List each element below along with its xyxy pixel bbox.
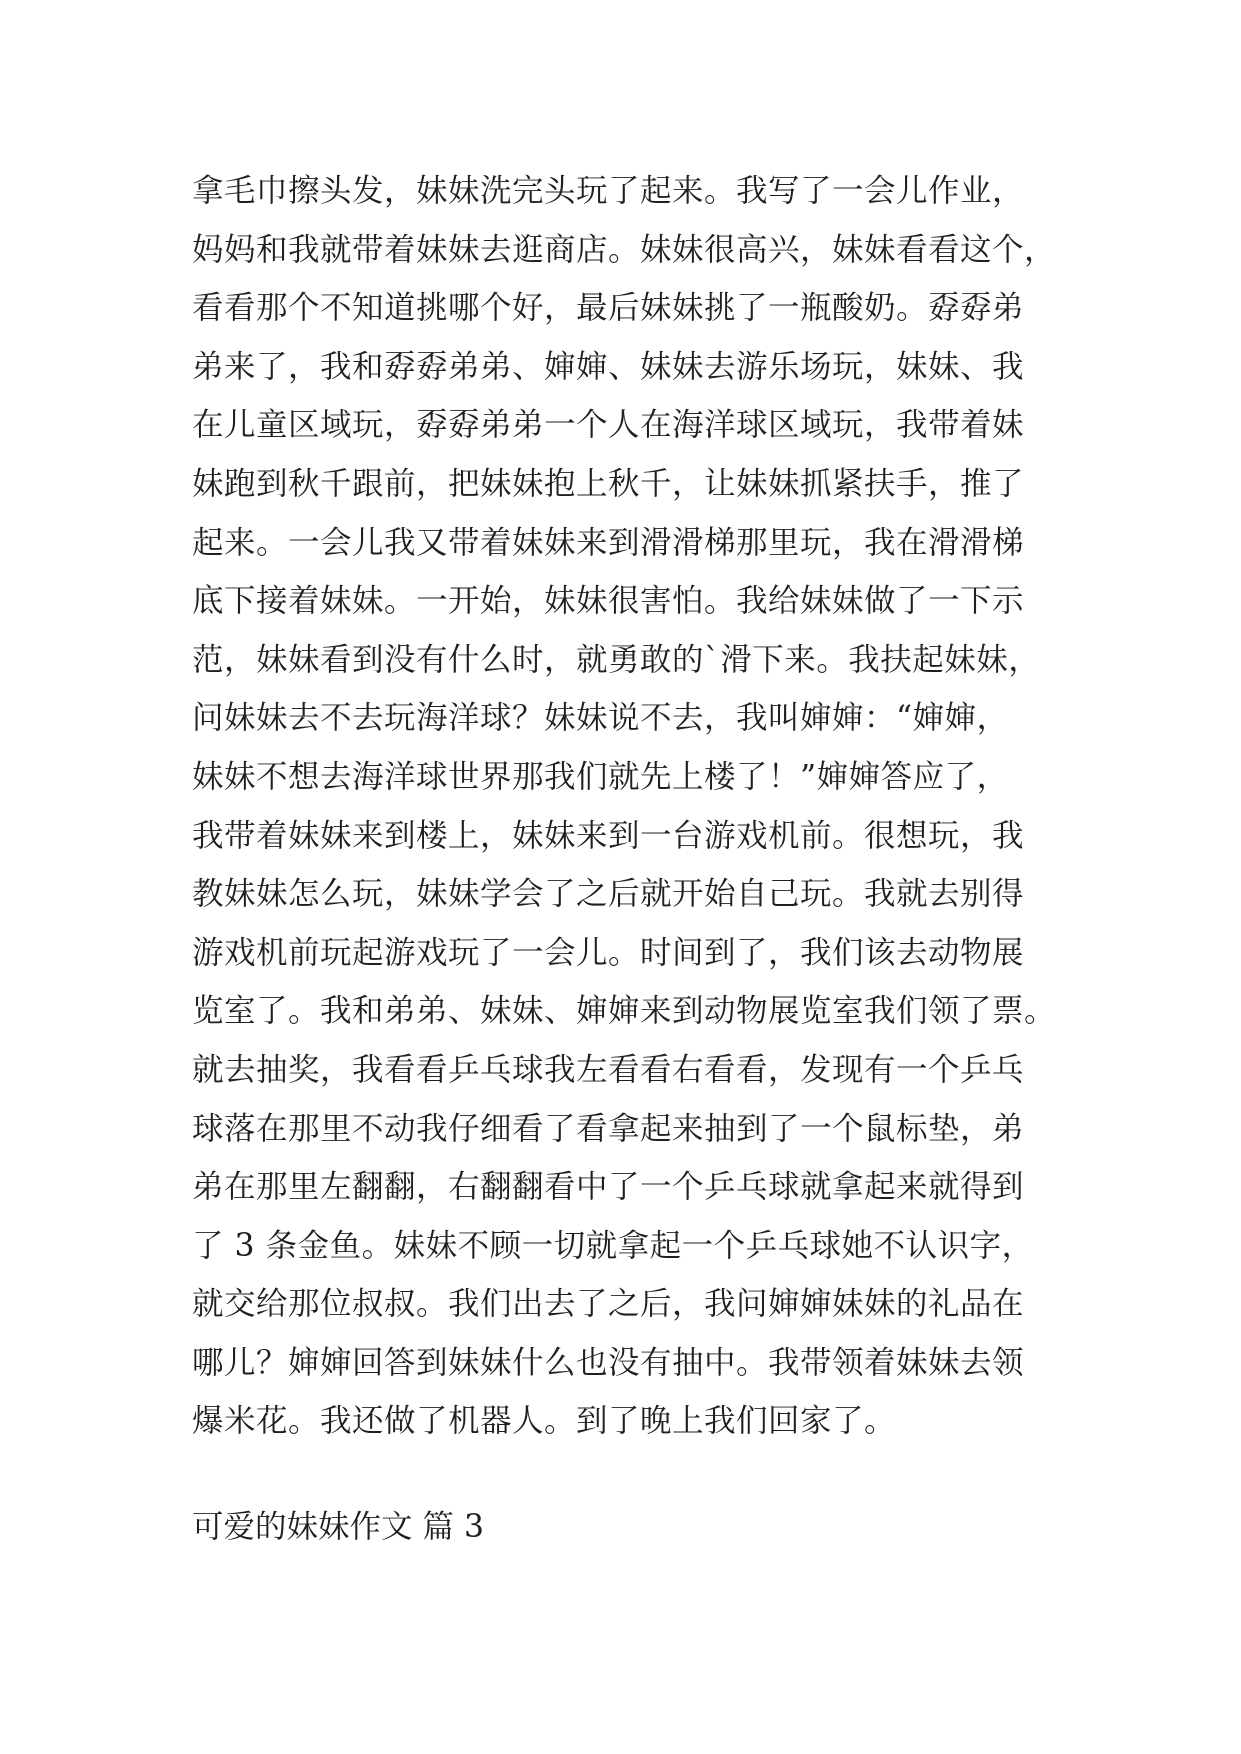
text-line: 弟来了，我和孬孬弟弟、婶婶、妹妹去游乐场玩，妹妹、我 [192,348,1025,385]
text-line: 妹妹不想去海洋球世界那我们就先上楼了！”婶婶答应了， [192,758,1009,795]
text-line: 哪儿？婶婶回答到妹妹什么也没有抽中。我带领着妹妹去领 [192,1344,1025,1381]
text-line: 弟在那里左翻翻，右翻翻看中了一个乒乓球就拿起来就得到 [192,1169,1025,1206]
text-line: 妹跑到秋千跟前，把妹妹抱上秋千，让妹妹抓紧扶手，推了 [192,465,1025,502]
text-line: 了 3 条金鱼。妹妹不顾一切就拿起一个乒乓球她不认识字， [192,1227,1034,1264]
text-line: 在儿童区域玩，孬孬弟弟一个人在海洋球区域玩，我带着妹 [192,407,1025,444]
text-line: 看看那个不知道挑哪个好，最后妹妹挑了一瓶酸奶。孬孬弟 [192,290,1025,327]
text-line: 问妹妹去不去玩海洋球？妹妹说不去，我叫婶婶：“婶婶， [192,700,1009,737]
text-line: 教妹妹怎么玩，妹妹学会了之后就开始自己玩。我就去别得 [192,876,1025,913]
text-line: 范，妹妹看到没有什么时，就勇敢的`滑下来。我扶起妹妹， [192,641,1041,678]
text-line: 爆米花。我还做了机器人。到了晚上我们回家了。 [192,1403,897,1440]
text-line: 就去抽奖，我看看乒乓球我左看看右看看，发现有一个乒乓 [192,1051,1025,1088]
text-line: 就交给那位叔叔。我们出去了之后，我问婶婶妹妹的礼品在 [192,1286,1025,1323]
text-line: 球落在那里不动我仔细看了看拿起来抽到了一个鼠标垫，弟 [192,1110,1025,1147]
text-line: 游戏机前玩起游戏玩了一会儿。时间到了，我们该去动物展 [192,934,1025,971]
essay-body [192,162,1072,1451]
text-line: 览室了。我和弟弟、妹妹、婶婶来到动物展览室我们领了票。 [192,993,1057,1030]
text-line: 起来。一会儿我又带着妹妹来到滑滑梯那里玩，我在滑滑梯 [192,524,1025,561]
section-heading: 可爱的妹妹作文 篇 3 [192,1509,485,1545]
text-line: 拿毛巾擦头发，妹妹洗完头玩了起来。我写了一会儿作业， [192,173,1025,209]
text-line: 我带着妹妹来到楼上，妹妹来到一台游戏机前。很想玩，我 [192,817,1025,854]
text-line: 妈妈和我就带着妹妹去逛商店。妹妹很高兴，妹妹看看这个， [192,231,1057,268]
text-line: 底下接着妹妹。一开始，妹妹很害怕。我给妹妹做了一下示 [192,583,1025,620]
